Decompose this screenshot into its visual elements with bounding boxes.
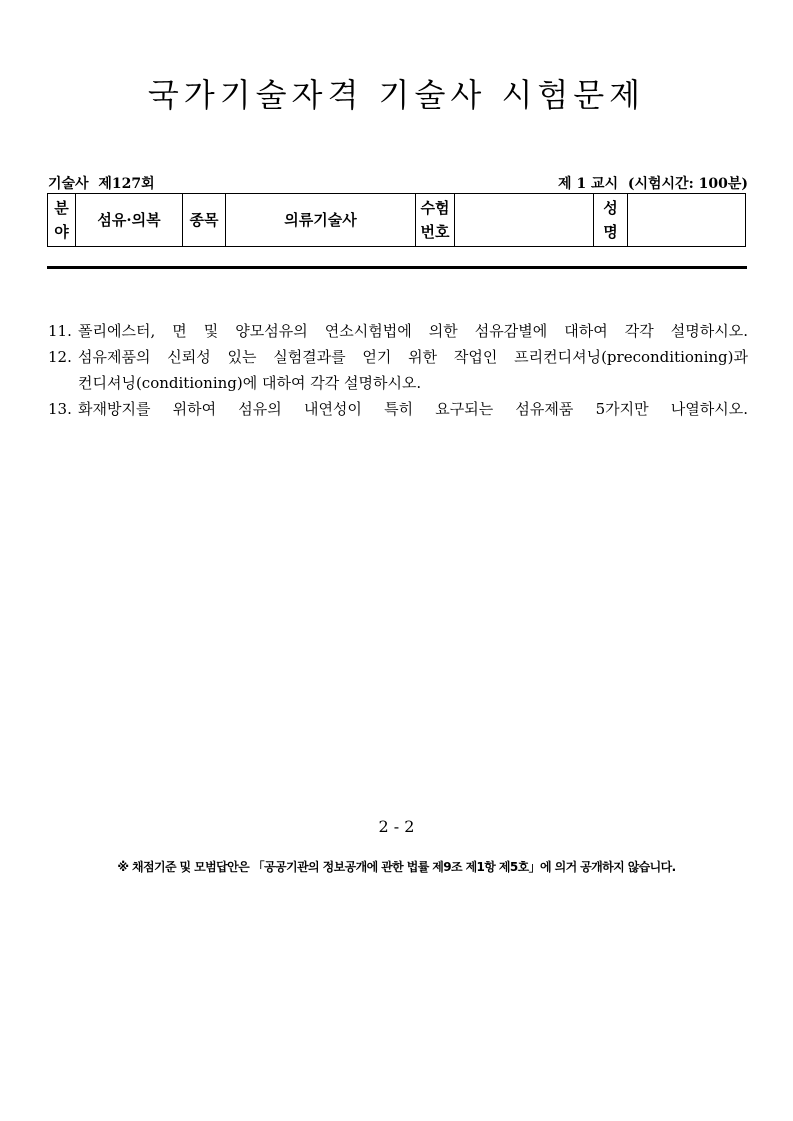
category-label: 종목 [189,211,219,229]
category-value-cell [226,194,416,247]
exam-info-row [48,173,748,193]
category-label-cell [183,194,226,247]
field-value-cell [76,194,183,247]
exam-round: 기술사 제127회 [48,176,155,192]
exam-number-label: 수험 번호 [420,199,450,241]
category-value: 의류기술사 [284,211,357,229]
document-title: 국가기술자격 기술사 시험문제 [147,76,646,114]
question-text: 섬유제품의 신뢰성 있는 실험결과를 얻기 위한 작업인 프리컨디셔닝(preconditioning)과 [78,348,748,366]
exam-session: 제 1 교시 (시험시간: 100분) [558,176,748,192]
question-item [48,344,748,370]
question-text: 화재방지를 위하여 섬유의 내연성이 특히 요구되는 섬유제품 5가지만 나열하시오. [78,400,748,418]
question-text: 컨디셔닝(conditioning)에 대하여 각각 설명하시오. [78,374,422,392]
section-divider [47,266,747,269]
field-label-cell [48,194,76,247]
exam-number-field[interactable] [455,194,594,247]
name-label: 성 명 [603,199,618,241]
page-number: 2 - 2 [378,817,415,836]
field-value: 섬유·의복 [97,211,161,229]
question-number: 13. [48,400,72,418]
field-label: 분 야 [54,199,69,241]
question-number: 11. [48,322,72,340]
exam-header-table [47,193,746,247]
name-label-cell [594,194,628,247]
question-number: 12. [48,348,72,366]
question-text: 폴리에스터, 면 및 양모섬유의 연소시험법에 의한 섬유감별에 대하여 각각 설명하시오. [78,322,748,340]
question-list [48,318,748,422]
footnote: ※ 채점기준 및 모범답안은 「공공기관의 정보공개에 관한 법률 제9조 제1항 제5호」에 의거 공개하지 않습니다. [117,860,676,874]
question-continuation [48,370,748,396]
name-field[interactable] [628,194,746,247]
question-item [48,318,748,344]
question-item [48,396,748,422]
exam-number-label-cell [416,194,455,247]
